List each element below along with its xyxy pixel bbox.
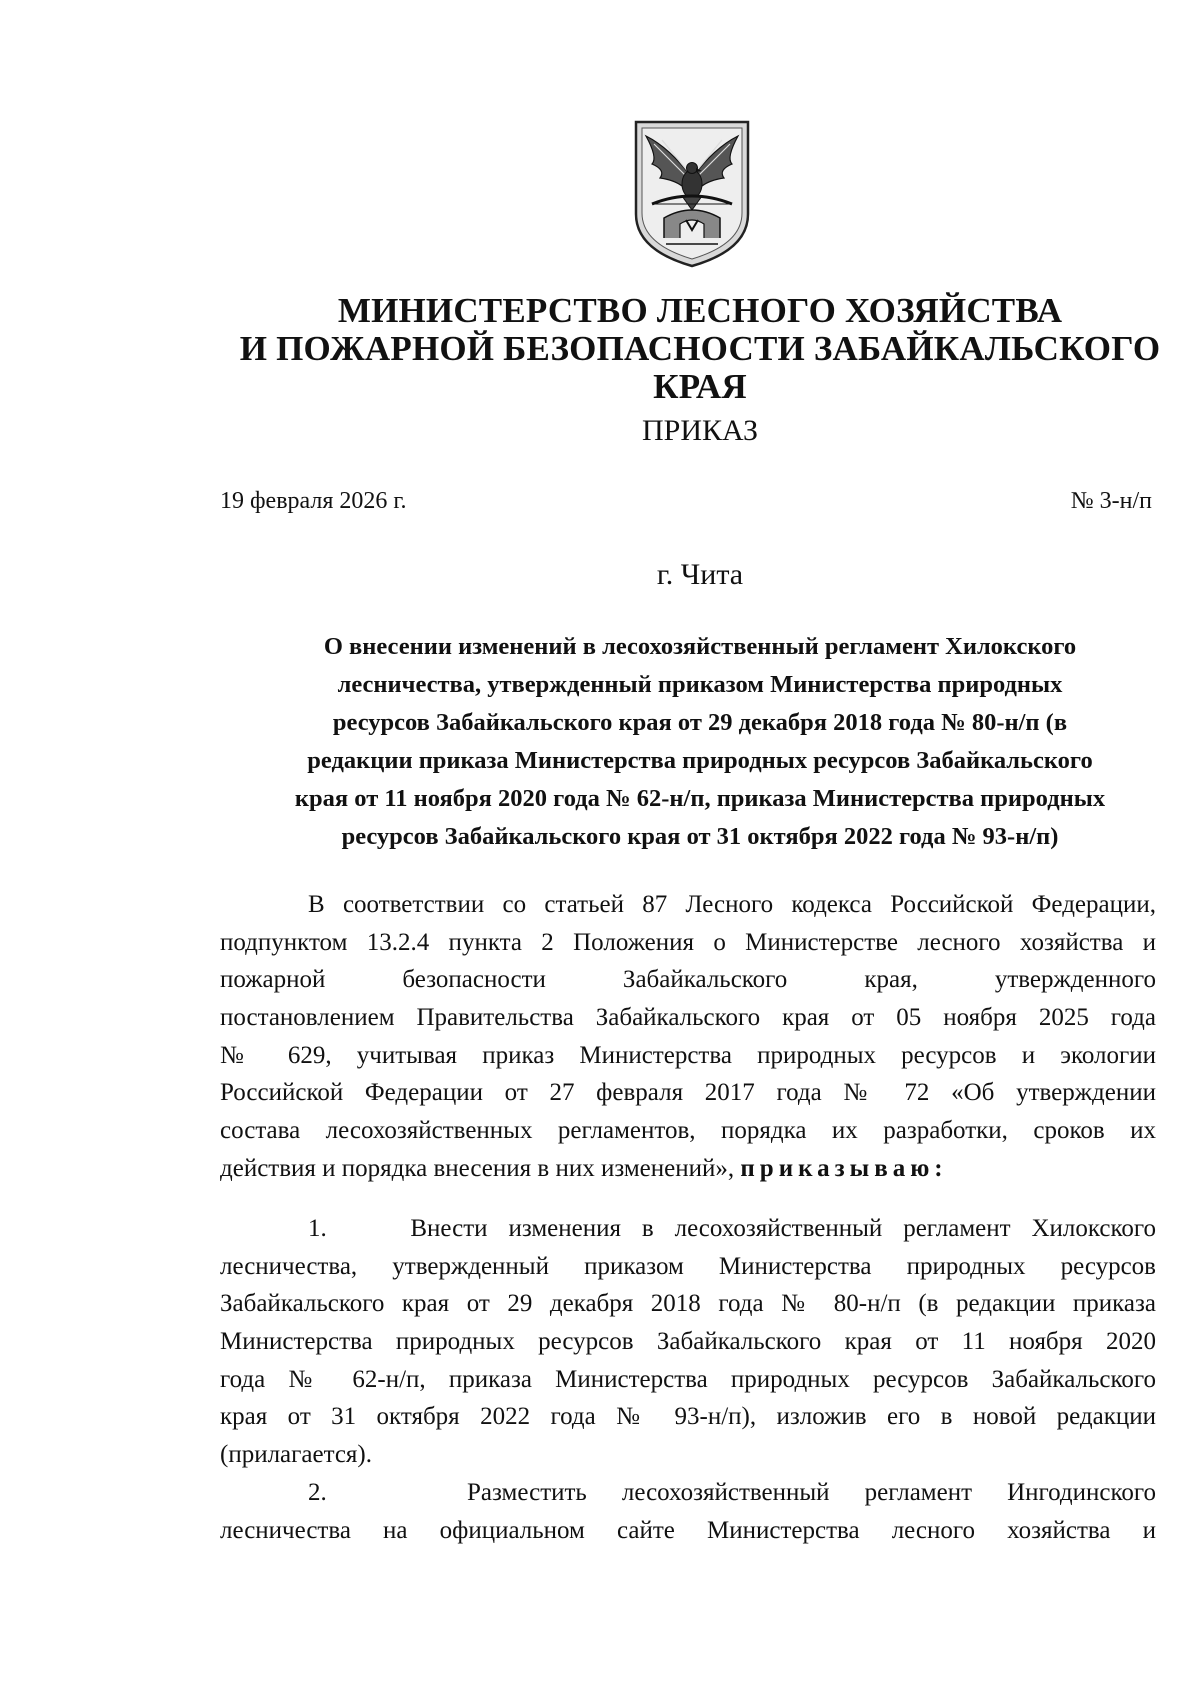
paragraph-line: года № 62-н/п, приказа Министерства природных ресурсов Забайкальского [220, 1365, 1156, 1393]
paragraph-line: Российской Федерации от 27 февраля 2017 года № 72 «Об утверждении [220, 1079, 1156, 1107]
document-subject [200, 628, 1200, 856]
paragraph-line: подпунктом 13.2.4 пункта 2 Положения о Министерстве лесного хозяйства и [220, 928, 1156, 956]
ministry-line-3: КРАЯ [653, 367, 747, 406]
paragraph-line: постановлением Правительства Забайкальского края от 05 ноября 2025 года [220, 1004, 1156, 1032]
paragraph-line: № 629, учитывая приказ Министерства природных ресурсов и экологии [220, 1041, 1156, 1069]
paragraph-last-line [220, 1150, 1156, 1188]
preamble-paragraph [220, 886, 1156, 1188]
paragraph-line [220, 1210, 1156, 1248]
item-text: Внести изменения в лесохозяйственный регламент Хилокского [410, 1215, 1157, 1242]
paragraph-line: лесничества на официальном сайте Министерства лесного хозяйства и [220, 1516, 1156, 1544]
order-directive: приказываю: [740, 1154, 948, 1182]
paragraph-line: Забайкальского края от 29 декабря 2018 года № 80-н/п (в редакции приказа [220, 1290, 1156, 1318]
subject-line: лесничества, утвержденный приказом Министерства природных [337, 671, 1063, 698]
document-type: ПРИКАЗ [642, 414, 758, 447]
paragraph-line-text: действия и порядка внесения в них изменений», [220, 1154, 735, 1182]
item-text: Разместить лесохозяйственный регламент Ингодинского [467, 1479, 1157, 1506]
ministry-title [200, 292, 1200, 406]
paragraph-line: Министерства природных ресурсов Забайкальского края от 11 ноября 2020 [220, 1328, 1156, 1356]
subject-line: О внесении изменений в лесохозяйственный регламент Хилокского [323, 633, 1077, 660]
item-number: 1. [308, 1215, 327, 1242]
paragraph-line: состава лесохозяйственных регламентов, порядка их разработки, сроков их [220, 1117, 1156, 1145]
document-city: г. Чита [656, 558, 744, 591]
ministry-line-2: И ПОЖАРНОЙ БЕЗОПАСНОСТИ ЗАБАЙКАЛЬСКОГО [239, 329, 1161, 368]
order-item-2 [220, 1474, 1156, 1549]
subject-line: края от 11 ноября 2020 года № 62-н/п, приказа Министерства природных [294, 785, 1106, 812]
paragraph-line: В соответствии со статьей 87 Лесного кодекса Российской Федерации, [308, 891, 1156, 918]
subject-line: ресурсов Забайкальского края от 31 октября 2022 года № 93-н/п) [341, 823, 1059, 850]
document-date: 19 февраля 2026 г. [220, 488, 407, 514]
subject-line: редакции приказа Министерства природных ресурсов Забайкальского [307, 747, 1093, 774]
paragraph-line: (прилагается). [220, 1441, 373, 1469]
paragraph-line [220, 1474, 1156, 1512]
subject-line: ресурсов Забайкальского края от 29 декабря 2018 года № 80-н/п (в [332, 709, 1068, 736]
order-item-1 [220, 1210, 1156, 1474]
forestry-emblem-icon [630, 118, 754, 268]
paragraph-line: пожарной безопасности Забайкальского края, утвержденного [220, 966, 1156, 994]
item-number: 2. [308, 1479, 327, 1506]
document-number: № 3-н/п [1070, 488, 1152, 514]
paragraph-line: лесничества, утвержденный приказом Министерства природных ресурсов [220, 1252, 1156, 1280]
ministry-line-1: МИНИСТЕРСТВО ЛЕСНОГО ХОЗЯЙСТВА [337, 291, 1063, 330]
paragraph-line: края от 31 октября 2022 года № 93-н/п), изложив его в новой редакции [220, 1403, 1156, 1431]
